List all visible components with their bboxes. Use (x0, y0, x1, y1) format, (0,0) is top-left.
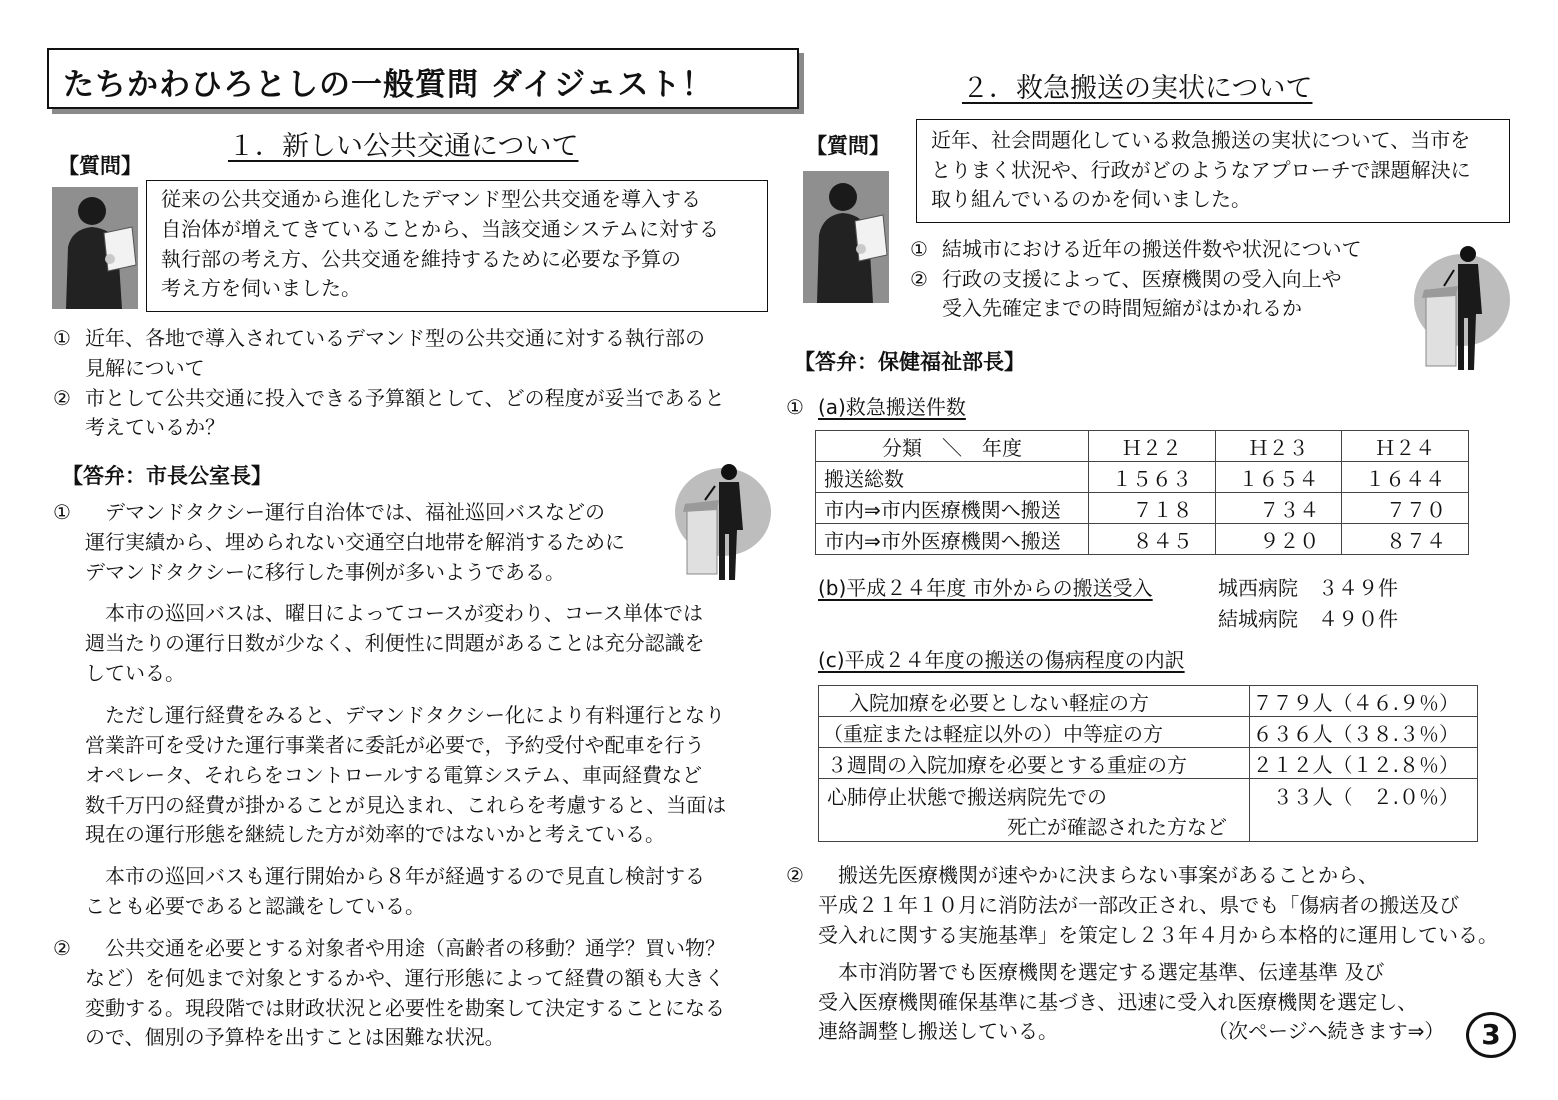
point-text: 近年、各地で導入されているデマンド型の公共交通に対する執行部の (85, 326, 705, 350)
question-line: 執行部の考え方、公共交通を維持するために必要な予算の (161, 247, 681, 271)
section-caption: (c)平成２４年度の搬送の傷病程度の内訳 (818, 648, 1185, 672)
table-row (816, 524, 1469, 555)
table-cell: ２１２人（１２.８％） (1250, 748, 1478, 779)
left-section-heading: １．新しい公共交通について (228, 131, 579, 162)
table-cell: 搬送総数 (816, 462, 1089, 493)
answer-text: 運行実績から、埋められない交通空白地帯を解消するために (85, 530, 625, 554)
answer-text: など）を何処まで対象とするかや、運行形態によって経費の額も大きく (85, 966, 725, 990)
table-cell: 市内⇒市内医療機関へ搬送 (816, 493, 1089, 524)
answer-text: 本市消防署でも医療機関を選定する選定基準、伝達基準 及び (818, 960, 1385, 984)
answer-text: デマンドタクシーに移行した事例が多いようである。 (85, 560, 565, 584)
table-cell: １６４４ (1342, 462, 1469, 493)
point-number: ② (910, 267, 928, 291)
answer-text: 数千万円の経費が掛かることが見込まれ、これらを考慮すると、当面は (85, 793, 727, 817)
table-caption: (a)救急搬送件数 (818, 395, 966, 419)
answer-text: 変動する。現段階では財政状況と必要性を勘案して決定することになる (85, 996, 725, 1020)
table-cell: ３週間の入院加療を必要とする重症の方 (819, 748, 1250, 779)
table-cell: ９２０ (1215, 524, 1342, 555)
answer-number: ① (786, 395, 804, 419)
answer-text: ただし運行経費をみると、デマンドタクシー化により有料運行となり (85, 703, 725, 727)
point-text: 見解について (85, 356, 205, 380)
continued-note: （次ページへ続きます⇒） (1208, 1019, 1445, 1043)
point-text: 市として公共交通に投入できる予算額として、どの程度が妥当であると (85, 386, 725, 410)
question-line: 近年、社会問題化している救急搬送の実状について、当市を (931, 128, 1471, 152)
answer-text: 受入医療機関確保基準に基づき、迅速に受入れ医療機関を選定し、 (818, 990, 1418, 1014)
section-caption: (b)平成２４年度 市外からの搬送受入 (818, 576, 1153, 600)
answer-text: 本市の巡回バスも運行開始から８年が経過するので見直し検討する (85, 864, 705, 888)
point-number: ① (910, 237, 928, 261)
table-header-cell: Ｈ２２ (1089, 431, 1216, 462)
speaker-illustration (675, 460, 775, 585)
point-text: 結城市における近年の搬送件数や状況について (942, 237, 1362, 261)
table-cell: 市内⇒市外医療機関へ搬送 (816, 524, 1089, 555)
table-cell: ８４５ (1089, 524, 1216, 555)
right-answer-label: 【答弁：保健福祉部長】 (794, 350, 1025, 374)
point-number: ② (53, 386, 71, 410)
table-cell-line: 心肺停止状態で搬送病院先での (827, 785, 1107, 809)
hospital-count: 城西病院 ３４９件 (1218, 576, 1398, 600)
question-line: 自治体が増えてきていることから、当該交通システムに対する (161, 217, 719, 241)
point-text: 行政の支援によって、医療機関の受入向上や (942, 267, 1342, 291)
answer-text: 現在の運行形態を継続した方が効率的ではないかと考えている。 (85, 822, 665, 846)
table-row (819, 686, 1478, 717)
question-line: とりまく状況や、行政がどのようなアプローチで課題解決に (931, 158, 1471, 182)
answer-number: ② (53, 936, 71, 960)
table-cell: ３３人（ ２.０％） (1250, 779, 1478, 842)
left-question-box (146, 180, 768, 312)
digest-title-box (47, 48, 799, 109)
answer-text: デマンドタクシー運行自治体では、福祉巡回バスなどの (85, 500, 605, 524)
answer-text: 本市の巡回バスは、曜日によってコースが変わり、コース単体では (85, 601, 703, 625)
table-cell: ７７０ (1342, 493, 1469, 524)
transport-count-table (815, 430, 1469, 555)
answer-text: 公共交通を必要とする対象者や用途（高齢者の移動？通学？買い物？ (85, 936, 725, 960)
table-row (819, 717, 1478, 748)
hospital-count: 結城病院 ４９０件 (1218, 607, 1398, 631)
point-text: 受入先確定までの時間短縮がはかれるか (942, 296, 1302, 320)
question-line: 従来の公共交通から進化したデマンド型公共交通を導入する (161, 187, 701, 211)
answer-text: している。 (85, 661, 185, 685)
point-number: ① (53, 326, 71, 350)
table-header-row (816, 431, 1469, 462)
table-cell: ７１８ (1089, 493, 1216, 524)
question-line: 考え方を伺いました。 (161, 276, 361, 300)
answer-number: ① (53, 500, 71, 524)
right-question-label: 【質問】 (806, 134, 890, 158)
page-number-badge (1466, 1012, 1516, 1058)
answer-text: 週当たりの運行日数が少なく、利便性に問題があることは充分認識を (85, 631, 705, 655)
point-text: 考えているか？ (85, 415, 225, 439)
questioner-illustration (803, 171, 889, 303)
answer-text: ので、個別の予算枠を出すことは困難な状況。 (85, 1025, 505, 1049)
right-section-heading: ２．救急搬送の実状について (962, 73, 1313, 104)
table-cell: （重症または軽症以外の）中等症の方 (819, 717, 1250, 748)
answer-text: 搬送先医療機関が速やかに決まらない事案があることから、 (818, 863, 1378, 887)
question-line: 取り組んでいるのかを伺いました。 (931, 187, 1251, 211)
left-answer-label: 【答弁：市長公室長】 (62, 464, 272, 488)
table-row (816, 493, 1469, 524)
page-number: 3 (1481, 1018, 1501, 1051)
table-cell: ７３４ (1215, 493, 1342, 524)
table-header-cell: Ｈ２３ (1215, 431, 1342, 462)
table-cell: １６５４ (1215, 462, 1342, 493)
table-cell: １５６３ (1089, 462, 1216, 493)
speaker-illustration (1412, 242, 1512, 374)
answer-text: 営業許可を受けた運行事業者に委託が必要で，予約受付や配車を行う (85, 733, 705, 757)
table-cell (819, 779, 1250, 842)
answer-text: 平成２１年１０月に消防法が一部改正され、県でも「傷病者の搬送及び (818, 893, 1460, 917)
answer-text: ことも必要であると認識をしている。 (85, 894, 425, 918)
table-header-cell: 分類 ＼ 年度 (816, 431, 1089, 462)
answer-number: ② (786, 863, 804, 887)
answer-text: 連絡調整し搬送している。 (818, 1019, 1058, 1043)
table-cell: ７７９人（４６.９％） (1250, 686, 1478, 717)
answer-text: オペレータ、それらをコントロールする電算システム、車両経費など (85, 763, 702, 787)
table-cell-line: 死亡が確認された方など (1007, 815, 1227, 839)
page-title: たちかわひろとしの一般質問 ダイジェスト！ (63, 67, 714, 103)
table-row (819, 748, 1478, 779)
table-row (819, 779, 1478, 842)
answer-text: 受入れに関する実施基準」を策定し２３年４月から本格的に運用している。 (818, 923, 1498, 947)
table-cell: ６３６人（３８.３％） (1250, 717, 1478, 748)
questioner-illustration (52, 187, 138, 309)
left-question-label: 【質問】 (58, 154, 142, 178)
severity-table (818, 685, 1478, 842)
right-question-box (916, 119, 1510, 223)
table-row (816, 462, 1469, 493)
table-header-cell: Ｈ２４ (1342, 431, 1469, 462)
table-cell: ８７４ (1342, 524, 1469, 555)
table-cell: 入院加療を必要としない軽症の方 (819, 686, 1250, 717)
